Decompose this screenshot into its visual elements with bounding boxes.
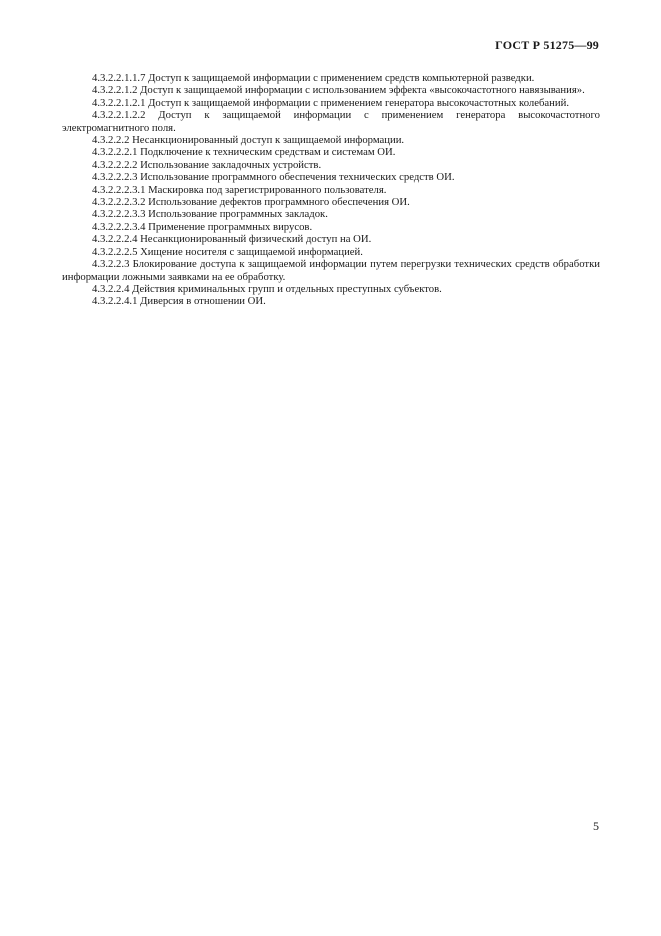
paragraph-4-3-2-2-1-2-1: 4.3.2.2.1.2.1 Доступ к защищаемой информации с применением генератора высокочастотных колебаний. — [92, 96, 569, 109]
paragraph-4-3-2-2-2-3-4: 4.3.2.2.2.3.4 Применение программных вирусов. — [92, 220, 313, 233]
paragraph-4-3-2-2-4: 4.3.2.2.4 Действия криминальных групп и отдельных преступных субъектов. — [92, 282, 442, 295]
paragraph-4-3-2-2-1-2-2: 4.3.2.2.1.2.2 Доступ к защищаемой информации с применением генератора высокочастотного электромагнитного поля. — [62, 109, 600, 134]
paragraph-4-3-2-2-2-3-1: 4.3.2.2.2.3.1 Маскировка под зарегистрированного пользователя. — [92, 183, 387, 196]
paragraph-4-3-2-2-2-2: 4.3.2.2.2.2 Использование закладочных устройств. — [92, 158, 322, 171]
paragraph-4-3-2-2-2-3-2: 4.3.2.2.2.3.2 Использование дефектов программного обеспечения ОИ. — [92, 196, 410, 209]
paragraph-4-3-2-2-3: 4.3.2.2.3 Блокирование доступа к защищаемой информации путем перегрузки технических средств обработки информации ложными заявками на ее обработку. — [62, 258, 600, 283]
paragraph-4-3-2-2-2-3-3: 4.3.2.2.2.3.3 Использование программных закладок. — [92, 208, 328, 221]
paragraph-4-3-2-2-1-2: 4.3.2.2.1.2 Доступ к защищаемой информации с использованием эффекта «высокочастотного навязывания». — [92, 84, 585, 97]
paragraph-4-3-2-2-2-3: 4.3.2.2.2.3 Использование программного обеспечения технических средств ОИ. — [92, 171, 455, 184]
paragraph-4-3-2-2-2-4: 4.3.2.2.2.4 Несанкционированный физический доступ на ОИ. — [92, 233, 372, 246]
document-body — [62, 72, 600, 308]
paragraph-4-3-2-2-2-1: 4.3.2.2.2.1 Подключение к техническим средствам и системам ОИ. — [92, 146, 396, 159]
paragraph-4-3-2-2-4-1: 4.3.2.2.4.1 Диверсия в отношении ОИ. — [92, 295, 266, 308]
paragraph-4-3-2-2-2-5: 4.3.2.2.2.5 Хищение носителя с защищаемой информацией. — [92, 245, 363, 258]
document-header-title: ГОСТ Р 51275—99 — [495, 38, 599, 52]
paragraph-4-3-2-2-1-1-7: 4.3.2.2.1.1.7 Доступ к защищаемой информации с применением средств компьютерной разведки. — [92, 72, 535, 84]
page-number: 5 — [593, 819, 599, 833]
paragraph-4-3-2-2-2: 4.3.2.2.2 Несанкционированный доступ к защищаемой информации. — [92, 134, 405, 147]
